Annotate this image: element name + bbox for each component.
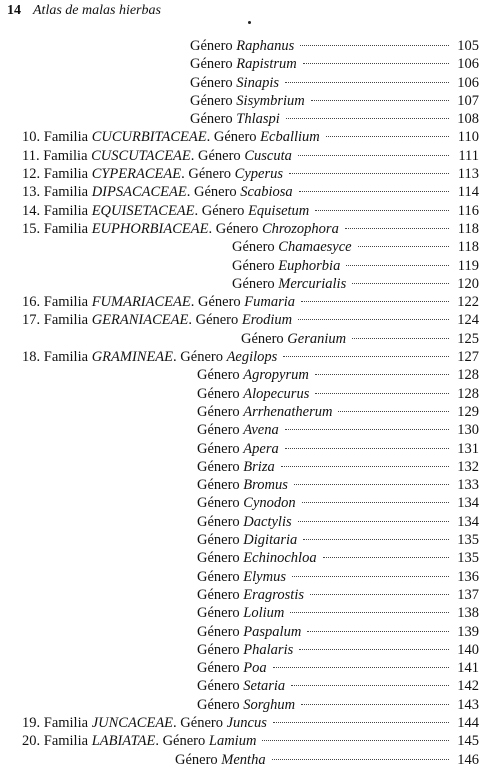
dot-leader: [290, 612, 449, 613]
toc-entry: [0, 330, 487, 348]
page-ref: 113: [457, 166, 479, 183]
page-ref: 131: [457, 440, 479, 457]
toc-entry: [0, 202, 487, 220]
genus-name: Phalaris: [243, 641, 294, 658]
entry-text: [175, 751, 266, 769]
genus-label: Género: [197, 660, 240, 677]
genus-label: Género: [193, 184, 237, 201]
separator: .: [186, 184, 194, 201]
genus-name: Rapistrum: [236, 56, 297, 73]
page-ref: 120: [457, 275, 479, 292]
family-number: 11. Familia: [22, 147, 92, 164]
page-ref: 127: [457, 349, 479, 366]
page-ref: 140: [457, 641, 479, 658]
genus-label: Género: [180, 349, 223, 366]
entry-text: [197, 531, 297, 549]
ink-dot: [248, 21, 251, 24]
genus-name: Avena: [243, 422, 279, 439]
genus-name: Geranium: [287, 330, 347, 347]
entry-text: [197, 696, 295, 714]
page-ref: 144: [457, 714, 479, 731]
genus-name: Briza: [243, 458, 275, 475]
family-name: JUNCACEAE: [91, 714, 174, 731]
genus-label: Género: [175, 751, 218, 768]
family-name: DIPSACACEAE: [91, 184, 187, 201]
page-ref: 134: [457, 513, 479, 530]
dot-leader: [346, 265, 449, 266]
toc-entry: [0, 714, 487, 732]
genus-name: Sorghum: [243, 696, 296, 713]
toc-entry: [0, 257, 487, 275]
family-number: 14. Familia: [22, 202, 92, 219]
page-ref: 111: [458, 147, 479, 164]
genus-label: Género: [197, 550, 240, 567]
page-ref: 105: [457, 38, 479, 54]
page-number: 14: [7, 3, 21, 18]
page-ref: 141: [457, 660, 479, 677]
page-ref: 145: [457, 733, 479, 750]
genus-label: Género: [195, 312, 239, 329]
toc-entry: [0, 531, 487, 549]
entry-text: [190, 110, 280, 128]
dot-leader: [262, 740, 449, 741]
genus-name: Sisymbrium: [236, 92, 305, 109]
entry-text: [190, 55, 297, 73]
genus-label: Género: [162, 733, 206, 750]
dot-leader: [299, 649, 449, 650]
genus-label: Género: [197, 605, 240, 622]
toc-entry: [0, 494, 487, 512]
toc-entry: [0, 623, 487, 641]
separator: .: [173, 349, 181, 366]
dot-leader: [300, 45, 449, 46]
dot-leader: [303, 539, 449, 540]
toc-entry: [0, 92, 487, 110]
toc-entry: [0, 677, 487, 695]
entry-text: [197, 513, 292, 531]
dot-leader: [289, 173, 449, 174]
genus-name: Dactylis: [243, 513, 292, 530]
toc-entry: [0, 659, 487, 677]
dot-leader: [352, 283, 449, 284]
page-ref: 133: [457, 477, 479, 494]
genus-label: Género: [197, 678, 240, 695]
family-number: 15. Familia: [22, 220, 92, 237]
family-name: FUMARIACEAE: [91, 294, 191, 311]
dot-leader: [283, 356, 449, 357]
page-ref: 136: [457, 568, 479, 585]
genus-name: Apera: [243, 440, 279, 457]
entry-text: [197, 549, 317, 567]
page-ref: 128: [457, 385, 479, 402]
page-ref: 143: [457, 696, 479, 713]
page-ref: 108: [457, 111, 479, 128]
toc-entry: [0, 696, 487, 714]
page-header: [7, 0, 477, 22]
genus-name: Chamaesyce: [278, 239, 352, 256]
entry-text: [197, 476, 288, 494]
genus-name: Arrhenatherum: [243, 403, 333, 420]
entry-text: [190, 37, 294, 55]
genus-name: Alopecurus: [243, 385, 310, 402]
page-ref: 122: [457, 294, 479, 311]
toc-entry: [0, 55, 487, 73]
family-number: 19. Familia: [22, 714, 92, 731]
genus-label: Género: [197, 641, 240, 658]
page-ref: 135: [457, 532, 479, 549]
page-ref: 118: [457, 220, 479, 237]
genus-label: Género: [197, 385, 240, 402]
genus-label: Género: [197, 458, 240, 475]
genus-label: Género: [190, 74, 233, 91]
genus-label: Género: [197, 422, 240, 439]
genus-name: Echinochloa: [243, 550, 317, 567]
entry-text: [241, 330, 346, 348]
genus-name: Mercurialis: [278, 275, 347, 292]
dot-leader: [286, 118, 449, 119]
dot-leader: [285, 429, 449, 430]
family-name: GERANIACEAE: [91, 312, 189, 329]
page-ref: 130: [457, 422, 479, 439]
genus-name: Fumaria: [244, 294, 296, 311]
dot-leader: [310, 594, 449, 595]
dot-leader: [358, 246, 449, 247]
genus-label: Género: [197, 403, 240, 420]
page-ref: 146: [457, 751, 479, 768]
entry-text: [22, 293, 295, 311]
entry-text: [197, 458, 275, 476]
toc-entry: [0, 220, 487, 238]
entry-text: [197, 659, 267, 677]
toc-entry: [0, 604, 487, 622]
genus-name: Bromus: [243, 477, 288, 494]
entry-text: [197, 641, 293, 659]
entry-text: [197, 494, 296, 512]
family-number: 16. Familia: [22, 294, 92, 311]
genus-name: Cuscuta: [244, 147, 292, 164]
toc-entry: [0, 513, 487, 531]
genus-name: Cynodon: [243, 495, 296, 512]
dot-leader: [307, 631, 449, 632]
page-ref: 124: [457, 312, 479, 329]
page-ref: 114: [457, 184, 479, 201]
toc-entry: [0, 421, 487, 439]
entry-text: [22, 348, 277, 366]
family-number: 18. Familia: [22, 349, 92, 366]
dot-leader: [315, 210, 449, 211]
separator: .: [173, 714, 181, 731]
page-ref: 128: [457, 367, 479, 384]
toc-entry: [0, 128, 487, 146]
dot-leader: [338, 411, 449, 412]
genus-name: Euphorbia: [278, 257, 341, 274]
toc-entry: [0, 348, 487, 366]
page-ref: 116: [457, 202, 479, 219]
dot-leader: [292, 576, 449, 577]
family-number: 12. Familia: [22, 166, 92, 183]
entry-text: [190, 74, 279, 92]
page-ref: 119: [457, 257, 479, 274]
toc-entry: [0, 385, 487, 403]
family-number: 17. Familia: [22, 312, 92, 329]
entry-text: [232, 257, 340, 275]
entry-text: [197, 440, 279, 458]
genus-name: Thlaspi: [236, 111, 280, 128]
dot-leader: [345, 228, 449, 229]
toc-entry: [0, 458, 487, 476]
running-title: Atlas de malas hierbas: [33, 3, 161, 18]
page-ref: 106: [457, 56, 479, 73]
genus-name: Eragrostis: [243, 586, 304, 603]
separator: .: [194, 202, 202, 219]
entry-text: [232, 238, 352, 256]
genus-name: Poa: [243, 660, 267, 677]
genus-label: Género: [188, 166, 232, 183]
page-ref: 110: [457, 129, 479, 146]
page-ref: 137: [457, 586, 479, 603]
dot-leader: [352, 338, 449, 339]
dot-leader: [326, 136, 449, 137]
separator: .: [155, 733, 163, 750]
dot-leader: [303, 63, 449, 64]
entry-text: [197, 623, 301, 641]
entry-text: [232, 275, 346, 293]
genus-label: Género: [197, 440, 240, 457]
genus-label: Género: [197, 367, 240, 384]
genus-name: Setaria: [243, 678, 286, 695]
dot-leader: [285, 82, 449, 83]
dot-leader: [301, 704, 449, 705]
genus-name: Chrozophora: [262, 220, 339, 237]
page-ref: 125: [457, 330, 479, 347]
genus-label: Género: [213, 129, 257, 146]
dot-leader: [302, 502, 449, 503]
dot-leader: [294, 484, 449, 485]
toc-entry: [0, 238, 487, 256]
entry-text: [197, 568, 286, 586]
genus-name: Agropyrum: [243, 367, 309, 384]
dot-leader: [323, 557, 449, 558]
toc-entry: [0, 476, 487, 494]
separator: .: [208, 220, 216, 237]
genus-label: Género: [197, 586, 240, 603]
separator: .: [190, 147, 199, 164]
genus-name: Equisetum: [248, 202, 310, 219]
genus-label: Género: [198, 294, 241, 311]
genus-name: Sinapis: [236, 74, 279, 91]
genus-label: Género: [180, 714, 223, 731]
toc-entry: [0, 293, 487, 311]
page-ref: 129: [457, 403, 479, 420]
genus-label: Género: [197, 568, 240, 585]
dot-leader: [298, 319, 449, 320]
toc-entry: [0, 641, 487, 659]
genus-label: Género: [232, 257, 275, 274]
genus-name: Lamium: [208, 733, 257, 750]
toc-entry: [0, 74, 487, 92]
entry-text: [22, 147, 292, 165]
genus-name: Elymus: [243, 568, 286, 585]
page-ref: 142: [457, 678, 479, 695]
genus-label: Género: [215, 220, 259, 237]
toc-entry: [0, 403, 487, 421]
genus-label: Género: [232, 275, 275, 292]
page-ref: 135: [457, 550, 479, 567]
dot-leader: [273, 722, 449, 723]
genus-label: Género: [232, 239, 275, 256]
entry-text: [197, 586, 304, 604]
separator: .: [181, 166, 189, 183]
genus-label: Género: [190, 111, 233, 128]
entry-text: [22, 220, 339, 238]
dot-leader: [273, 667, 449, 668]
genus-name: Mentha: [221, 751, 266, 768]
page-ref: 118: [457, 239, 479, 256]
toc-entry: [0, 440, 487, 458]
entry-text: [22, 165, 283, 183]
genus-label: Género: [201, 202, 245, 219]
entry-text: [22, 128, 320, 146]
genus-label: Género: [190, 38, 233, 54]
page-ref: 134: [457, 495, 479, 512]
toc-entry: [0, 37, 487, 55]
genus-label: Género: [197, 696, 240, 713]
page-ref: 139: [457, 623, 479, 640]
table-of-contents: [0, 37, 487, 769]
entry-text: [197, 604, 284, 622]
dot-leader: [291, 685, 449, 686]
dot-leader: [272, 759, 449, 760]
genus-label: Género: [241, 330, 284, 347]
toc-entry: [0, 311, 487, 329]
entry-text: [22, 732, 256, 750]
family-name: CUCURBITACEAE: [91, 129, 207, 146]
page-ref: 107: [457, 92, 479, 109]
family-number: 20. Familia: [22, 733, 92, 750]
dot-leader: [311, 100, 449, 101]
entry-text: [197, 677, 285, 695]
toc-entry: [0, 147, 487, 165]
genus-label: Género: [190, 56, 233, 73]
entry-text: [190, 92, 305, 110]
genus-name: Ecballium: [260, 129, 320, 146]
genus-label: Género: [197, 495, 240, 512]
entry-text: [22, 311, 292, 329]
toc-entry: [0, 366, 487, 384]
separator: .: [190, 294, 198, 311]
separator: .: [188, 312, 196, 329]
dot-leader: [301, 301, 449, 302]
genus-label: Género: [197, 513, 240, 530]
genus-name: Scabiosa: [240, 184, 293, 201]
family-name: CUSCUTACEAE: [91, 147, 191, 164]
genus-name: Juncus: [226, 714, 267, 731]
toc-entry: [0, 183, 487, 201]
dot-leader: [315, 393, 449, 394]
family-name: LABIATAE: [91, 733, 156, 750]
dot-leader: [285, 448, 449, 449]
family-number: 13. Familia: [22, 184, 92, 201]
genus-name: Paspalum: [243, 623, 302, 640]
genus-label: Género: [197, 623, 240, 640]
toc-entry: [0, 751, 487, 769]
toc-entry: [0, 586, 487, 604]
entry-text: [22, 183, 293, 201]
dot-leader: [299, 191, 449, 192]
entry-text: [197, 366, 309, 384]
toc-entry: [0, 110, 487, 128]
page-ref: 106: [457, 74, 479, 91]
separator: .: [206, 129, 214, 146]
toc-entry: [0, 275, 487, 293]
family-number: 10. Familia: [22, 129, 92, 146]
genus-name: Aegilops: [226, 349, 278, 366]
genus-name: Cyperus: [234, 166, 283, 183]
toc-entry: [0, 549, 487, 567]
dot-leader: [281, 466, 449, 467]
genus-name: Digitaria: [243, 532, 298, 549]
page-ref: 138: [457, 605, 479, 622]
toc-entry: [0, 568, 487, 586]
toc-entry: [0, 732, 487, 750]
family-name: GRAMINEAE: [91, 349, 174, 366]
page-ref: 132: [457, 458, 479, 475]
entry-text: [197, 421, 279, 439]
genus-label: Género: [197, 532, 240, 549]
entry-text: [22, 202, 309, 220]
dot-leader: [315, 374, 449, 375]
genus-name: Lolium: [243, 605, 285, 622]
family-name: CYPERACEAE: [91, 166, 182, 183]
dot-leader: [298, 521, 449, 522]
entry-text: [197, 403, 332, 421]
genus-name: Raphanus: [236, 38, 295, 54]
genus-label: Género: [190, 92, 233, 109]
entry-text: [22, 714, 267, 732]
genus-label: Género: [198, 147, 241, 164]
family-name: EUPHORBIACEAE: [91, 220, 209, 237]
dot-leader: [298, 155, 449, 156]
genus-label: Género: [197, 477, 240, 494]
family-name: EQUISETACEAE: [91, 202, 195, 219]
genus-name: Erodium: [241, 312, 293, 329]
toc-entry: [0, 165, 487, 183]
entry-text: [197, 385, 309, 403]
